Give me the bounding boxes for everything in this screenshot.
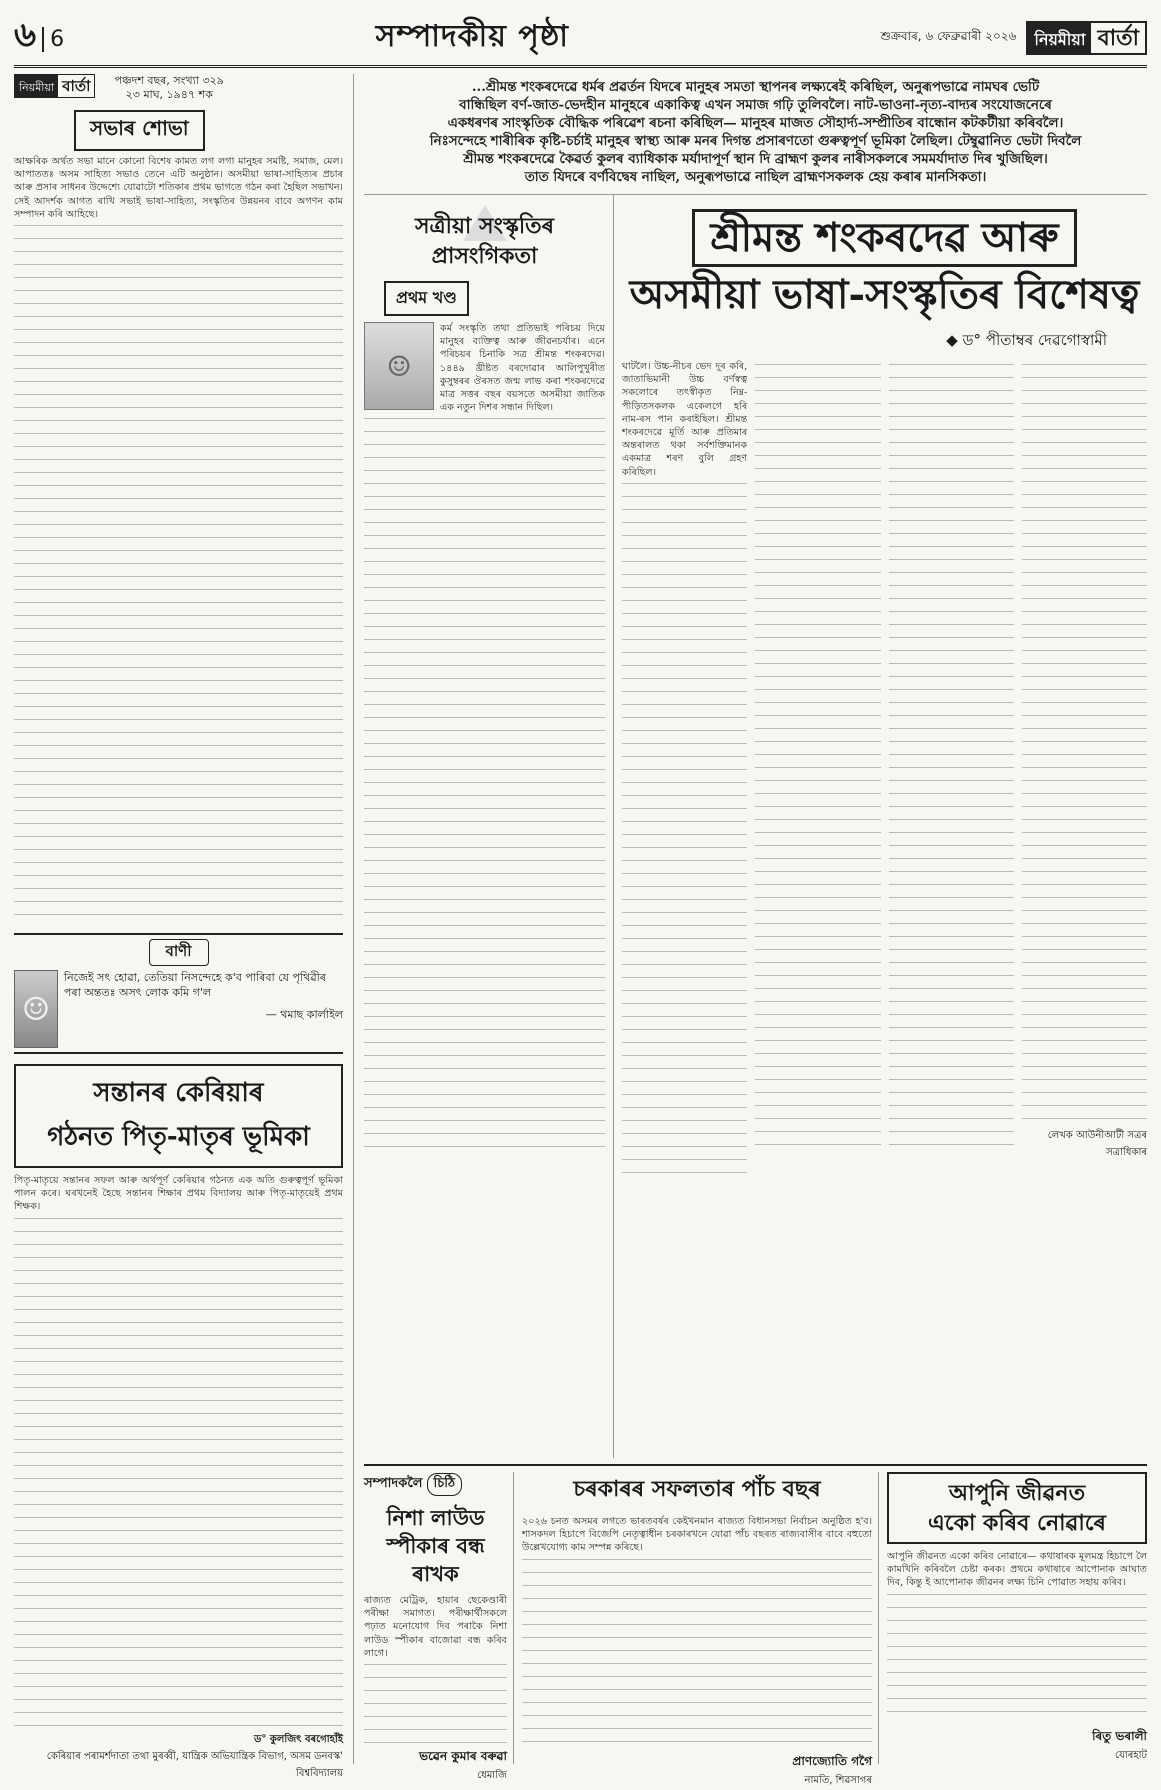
main-article (622, 195, 1147, 1458)
life-signer-place: যোৰহাট (1115, 1749, 1147, 1761)
career-author: ড° কুলজিৎ বৰগোহাঁই (254, 1733, 343, 1745)
article-column (755, 360, 880, 1183)
career-author-note: কেৰিয়াৰ পৰামৰ্শদাতা তথা মুৰব্বী, যান্ত্ৰিক অভিযান্ত্ৰিক বিভাগ, অসম ডনবস্ক' বিশ্ববিদ্যালয় (46, 1750, 343, 1779)
article-title-1: শ্ৰীমন্ত শংকৰদেৱ আৰু (692, 209, 1078, 267)
banner-line-2: বান্ধিছিল বৰ্ণ-জাত-ভেদহীন মানুহৰে একাকিত্ব এখন সমাজ গঢ়ি তুলিবলৈ। নাট-ভাওনা-নৃত্য-বাদ্যৰ সংযোজনেৰে (459, 97, 1052, 113)
sattriya-lead: কৰ্ম সংস্কৃতি তথা প্ৰতিভাই পৰিচয় দিয়ে মানুহৰ ব্যক্তিত্ব আৰু জীৱনচৰ্যাৰ। এনে পৰিচয়ৰ চিনাকি সত্ৰ শ্ৰীমন্ত শংকৰদেৱ। ১৪৪৯ খ্ৰীষ্টত বৰদোৱাৰ আলিপুখুৰীত কুসুম্বৰৰ ঔৰসত জন্ম লাভ কৰা শংকৰদেৱে মাত্ৰ সত্তৰ বছৰ বয়সতে অসমীয়া জাতিক এক নতুন দিশৰ সন্ধান দিছিল। (440, 323, 605, 414)
letter-heading: নিশা লাউড স্পীকাৰ বন্ধ ৰাখক (386, 1505, 485, 1586)
life-signer: ৰিতু ভৰালী (1092, 1728, 1147, 1743)
volume-line: পঞ্চদশ বছৰ, সংখ্যা ৩২৯ (114, 74, 224, 87)
sattriya-body-text (364, 418, 605, 1158)
sattriya-heading-1: সত্ৰীয়া সংস্কৃতিৰ (414, 213, 555, 239)
page-number-bn: ৬ (14, 15, 37, 55)
letter-signer-place: ধেমাজি (477, 1770, 507, 1782)
govt-signer: প্ৰাণজ্যোতি গগৈ (792, 1753, 872, 1768)
mid-section (364, 195, 1147, 1458)
article-column-text (755, 364, 880, 1154)
editorial-heading: সভাৰ শোভা (74, 110, 205, 151)
govt-body-text (522, 1559, 872, 1749)
mini-logo (14, 74, 95, 98)
quote-author: — থমাছ কাৰ্লাইল (265, 1008, 343, 1022)
career-title-1: সন্তানৰ কেৰিয়াৰ (93, 1078, 264, 1109)
page-body (14, 74, 1147, 1786)
letter-lead: ৰাজ্যত মেট্ৰিক, হায়াৰ ছেকেণ্ডাৰী পৰীক্ষা সমাগত। পৰীক্ষাৰ্থীসকলে পঢ়াত মনোযোগ দিব পৰাকৈ নিশা লাউড স্পীকাৰ বাজোৱা বন্ধ কৰিব লাগে। (364, 1595, 507, 1659)
career-body-text (14, 1218, 343, 1728)
part-label: প্ৰথম খণ্ড (384, 281, 469, 316)
masthead-right (881, 21, 1147, 55)
banner-line-1: ...শ্ৰীমন্ত শংকৰদেৱে ধৰ্মৰ প্ৰৱৰ্তন যিদৰে মানুহৰ সমতা স্থাপনৰ লক্ষ্যৰেই কৰিছিল, অনুৰূপভাৱে নামঘৰ ভেটি (471, 79, 1040, 95)
quote-title: বাণী (149, 939, 209, 966)
article-author: ◆ ড° পীতাম্বৰ দেৱগোস্বামী (946, 331, 1107, 349)
page-number-en: 6 (42, 27, 64, 52)
quote-box (14, 933, 343, 1054)
govt-signer-block (522, 1753, 872, 1790)
banner-line-3: একধৰণৰ সাংস্কৃতিক বৌদ্ধিক পৰিৱেশ ৰচনা কৰিছিল— মানুহৰ মাজত সৌহাৰ্দ্য-সম্প্ৰীতিৰ বান্ধোন কটকটীয়া কৰিবলৈ। (447, 115, 1064, 131)
banner-line-6: তাত যিদৰে বৰ্ণবিদ্বেষ নাছিল, অনুৰূপভাৱে নাছিল ব্ৰাহ্মণসকলক হেয় কৰাৰ মানসিকতা। (524, 169, 987, 185)
bottom-row (364, 1464, 1147, 1786)
life-lead: আপুনি জীৱনত একো কৰিব নোৱাৰে— কথাষাৰক মূলমন্ত্ৰ হিচাপে লৈ কামখিনি কৰিবলৈ চেষ্টা কৰক। প্ৰথমে কথাষাৰে আপোনাক আঘাত দিব, কিন্তু ই আপোনাক জীৱনৰ লক্ষ্য চিনি পোৱাত সহায় কৰিব। (887, 1551, 1147, 1589)
article-column (622, 360, 747, 1183)
article-column-text (1022, 364, 1147, 1124)
life-column (887, 1472, 1147, 1764)
left-column (14, 74, 354, 1779)
letter-signer: ভৱেন কুমাৰ বৰুৱা (419, 1749, 507, 1764)
editorial-body-text (14, 225, 343, 925)
article-title (622, 209, 1147, 323)
section-title: সম্পাদকীয় পৃষ্ঠা (375, 19, 569, 54)
article-title-2: অসমীয়া ভাষা-সংস্কৃতিৰ বিশেষত্ব (629, 271, 1140, 318)
article-column-text (622, 483, 747, 1183)
right-area (364, 74, 1147, 1786)
dateline: শুক্ৰবাৰ, ৬ ফেব্ৰুৱাৰী ২০২৬ (880, 28, 1017, 43)
letter-signer-block (364, 1748, 507, 1785)
article-columns (622, 360, 1147, 1183)
govt-column (522, 1472, 879, 1786)
govt-signer-place: নামতি, শিৱসাগৰ (804, 1774, 872, 1786)
letters-tag-1: সম্পাদকলৈ (364, 1476, 423, 1491)
quote-banner (364, 74, 1147, 195)
govt-heading: চৰকাৰৰ সফলতাৰ পাঁচ বছৰ (573, 1476, 821, 1502)
banner-line-4: নিঃসন্দেহে শাৰীৰিক কৃষ্টি-চৰ্চাই মানুহৰ স্বাস্থ্য আৰু মনৰ দিগন্ত প্ৰসাৰণতো গুৰুত্বপূৰ্ণ ভূমিকা লৈছিল। টেম্বুৱানিত ভেটা দিবলৈ (429, 133, 1082, 149)
sattriya-column (364, 195, 614, 1458)
career-lead: পিতৃ-মাতৃয়ে সন্তানৰ সফল আৰু অৰ্থপূৰ্ণ কেৰিয়াৰ গঠনত এক অতি গুৰুত্বপূৰ্ণ ভূমিকা পালন কৰে। ঘৰখনেই হৈছে সন্তানৰ শিক্ষাৰ প্ৰথম বিদ্যালয় আৰু পিতৃ-মাতৃয়েই প্ৰথম শিক্ষক। (14, 1175, 343, 1213)
editorial-lead: আক্ষৰিক অৰ্থত সভা মানে কোনো বিশেষ কামত লগ লগা মানুহৰ সমষ্টি, সমাজ, মেল। আপাততঃ অসম সাহিত্য সভাও তেনে এটি অনুষ্ঠান। অসমীয়া ভাষা-সাহিত্যৰ প্ৰচাৰ আৰু প্ৰসাৰ সাধনৰ উদ্দেশ্যে যোৱাটো শতিকাৰ প্ৰথম ভাগতে গঠন কৰা হৈছিল সভাখন। সেই আদৰ্শক আগত ৰাখি সভাই ভাষা-সাহিত্য, সংস্কৃতিৰ উন্নয়নৰ বাবে অগণন কাম সম্পাদন কৰি আহিছে। (14, 156, 343, 220)
career-byline (14, 1732, 343, 1783)
page-number (14, 9, 64, 66)
letters-column (364, 1472, 514, 1782)
quote-text: নিজেই সৎ হোৱা, তেতিয়া নিসন্দেহে ক'ব পাৰিবা যে পৃথিৱীৰ পৰা অন্ততঃ অসৎ লোক কমি গ'ল (63, 971, 326, 1000)
mini-logo-a: নিয়মীয়া (15, 75, 58, 97)
saka-date: ২৩ মাঘ, ১৯৪৭ শক (125, 88, 213, 101)
life-body-text (887, 1594, 1147, 1724)
article-column (1022, 360, 1147, 1183)
letters-tag-2: চিঠি (427, 1473, 462, 1496)
newspaper-logo (1026, 21, 1147, 55)
volume-info (115, 74, 224, 102)
quote-content (14, 970, 343, 1048)
banner-line-5: শ্ৰীমন্ত শংকৰদেৱে কৈৱৰ্ত কুলৰ ব্যাধিকাক মৰ্যাদাপূৰ্ণ স্থান দি ব্ৰাহ্মণ কুলৰ নাৰীসকলৰে সমমৰ্যাদাত দিৰ খুজিছিল। (463, 151, 1048, 167)
life-heading (887, 1472, 1147, 1544)
career-heading-box (14, 1064, 343, 1168)
issue-info (14, 74, 343, 102)
sattriya-heading (364, 211, 605, 271)
letter-body-text (364, 1664, 507, 1744)
article-column (889, 360, 1014, 1183)
sattriya-heading-2: প্ৰাসংগিকতা (431, 243, 538, 269)
letters-tag (364, 1473, 462, 1496)
logo-part-b: বাৰ্তা (1097, 24, 1139, 51)
article-signoff: লেখক আউনীআটী সত্ৰৰ সত্ৰাধিকাৰ (1047, 1130, 1147, 1158)
career-title-2: গঠনত পিতৃ-মাতৃৰ ভূমিকা (47, 1122, 310, 1153)
life-heading-2: একো কৰিব নোৱাৰে (928, 1510, 1106, 1536)
masthead (14, 10, 1147, 68)
article-lead: ঘাটলৈ। উচ্চ-নীচৰ ভেদ দূৰ কৰি, জাতাভিমানী উচ্চ বৰ্ণস্বত্ব সকলোৰে তৎস্বীকৃত নিম্ন-পীড়িতসকলক একেলগে হৰি নাম-ৰস পান কৰাইছিল। শ্ৰীমন্ত শংকৰদেৱে মূৰ্তি আৰু প্ৰতিমাৰ অন্তৰালত থকা সৰ্বশক্তিমানক একমাত্ৰ শৰণ বুলি গ্ৰহণ কৰিছিল। (622, 361, 748, 478)
writer-photo: ☺ (364, 322, 434, 410)
life-heading-1: আপুনি জীৱনত (948, 1480, 1086, 1506)
life-signer-block (887, 1728, 1147, 1765)
logo-part-a: নিয়মীয়া (1028, 23, 1091, 53)
article-column-text (889, 364, 1014, 1154)
author-portrait: ☺ (14, 970, 58, 1048)
govt-lead: ২০২৬ চনত অসমৰ লগতে ভাৰতবৰ্ষৰ কেইখনমান ৰাজ্যত বিধানসভা নিৰ্বাচন অনুষ্ঠিত হ'ব। শাসকদল হিচাপে বিজেপি নেতৃত্বাধীন চৰকাৰখনে যোৱা পাঁচ বছৰত ৰাজ্যবাসীৰ বাবে বহুতো উল্লেখযোগ্য কাম সম্পন্ন কৰিছে। (522, 1516, 872, 1554)
mini-logo-b: বাৰ্তা (62, 77, 91, 95)
